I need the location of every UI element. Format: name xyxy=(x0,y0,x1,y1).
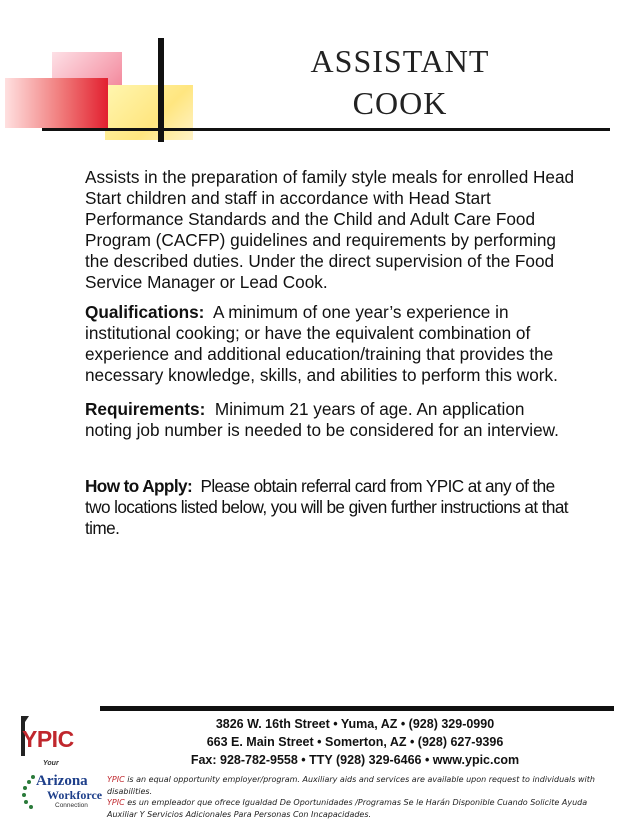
logo-your-text: Your xyxy=(43,760,59,767)
decorative-yellow-square xyxy=(105,85,193,140)
logo-arizona-text: Arizona xyxy=(36,773,88,789)
job-description: Assists in the preparation of family style meals for enrolled Head Start children and staff in accordance with Head Start Performance Standards and the Child and Adult Care Food Program (CACFP) guidelines and requirements by performing the described duties. Under the direct supervision of the Food Service Manager or Lead Cook. xyxy=(85,167,575,292)
title-line-1: ASSISTANT xyxy=(310,43,490,79)
contact-line: Fax: 928-782-9558 • TTY (928) 329-6466 • www.ypic.com xyxy=(190,753,520,767)
requirements-text: Minimum 21 years of age. An application noting job number is needed to be considered for an interview. xyxy=(85,399,559,440)
decorative-red-square xyxy=(5,78,108,128)
qualifications-text: A minimum of one year’s experience in institutional cooking; or have the equivalent combination of experience and additional education/training that provides the necessary knowledge, skills, and abilities to perform this work. xyxy=(85,302,558,385)
logo-connection-text: Connection xyxy=(55,802,88,809)
how-to-apply-section xyxy=(85,476,575,539)
disclaimer-es-org: YPIC xyxy=(107,798,125,807)
disclaimer-en: is an equal opportunity employer/program. Auxiliary aids and services are available upon request to individuals with disabilities. xyxy=(107,775,595,796)
address-yuma: 3826 W. 16th Street • Yuma, AZ • (928) 329-0990 xyxy=(215,717,495,731)
requirements-label: Requirements: xyxy=(85,399,206,419)
how-to-apply-text: Please obtain referral card from YPIC at any of the two locations listed below, you will be given further instructions at that time. xyxy=(85,476,568,538)
page-title xyxy=(290,40,510,124)
disclaimer-es: es un empleador que ofrece Igualdad De Oportunidades /Programas Se le Harán Disponible Cuando Solicite Ayuda Auxiliar Y Servicios Adicionales Para Personas Con Incapacidades. xyxy=(107,798,588,819)
disclaimer-en-org: YPIC xyxy=(107,775,125,784)
title-line-2: COOK xyxy=(352,85,448,121)
logo-ypic-text: YPIC xyxy=(22,726,74,752)
requirements-section xyxy=(85,399,575,441)
how-to-apply-label: How to Apply: xyxy=(85,476,193,496)
qualifications-label: Qualifications: xyxy=(85,302,205,322)
header-vertical-rule xyxy=(158,38,164,142)
logo-workforce-text: Workforce xyxy=(47,788,103,802)
footer-rule xyxy=(100,706,614,711)
address-somerton: 663 E. Main Street • Somerton, AZ • (928) 627-9396 xyxy=(206,735,504,749)
qualifications-section xyxy=(85,302,575,386)
header-horizontal-rule xyxy=(42,128,610,131)
disclaimer xyxy=(107,774,617,820)
